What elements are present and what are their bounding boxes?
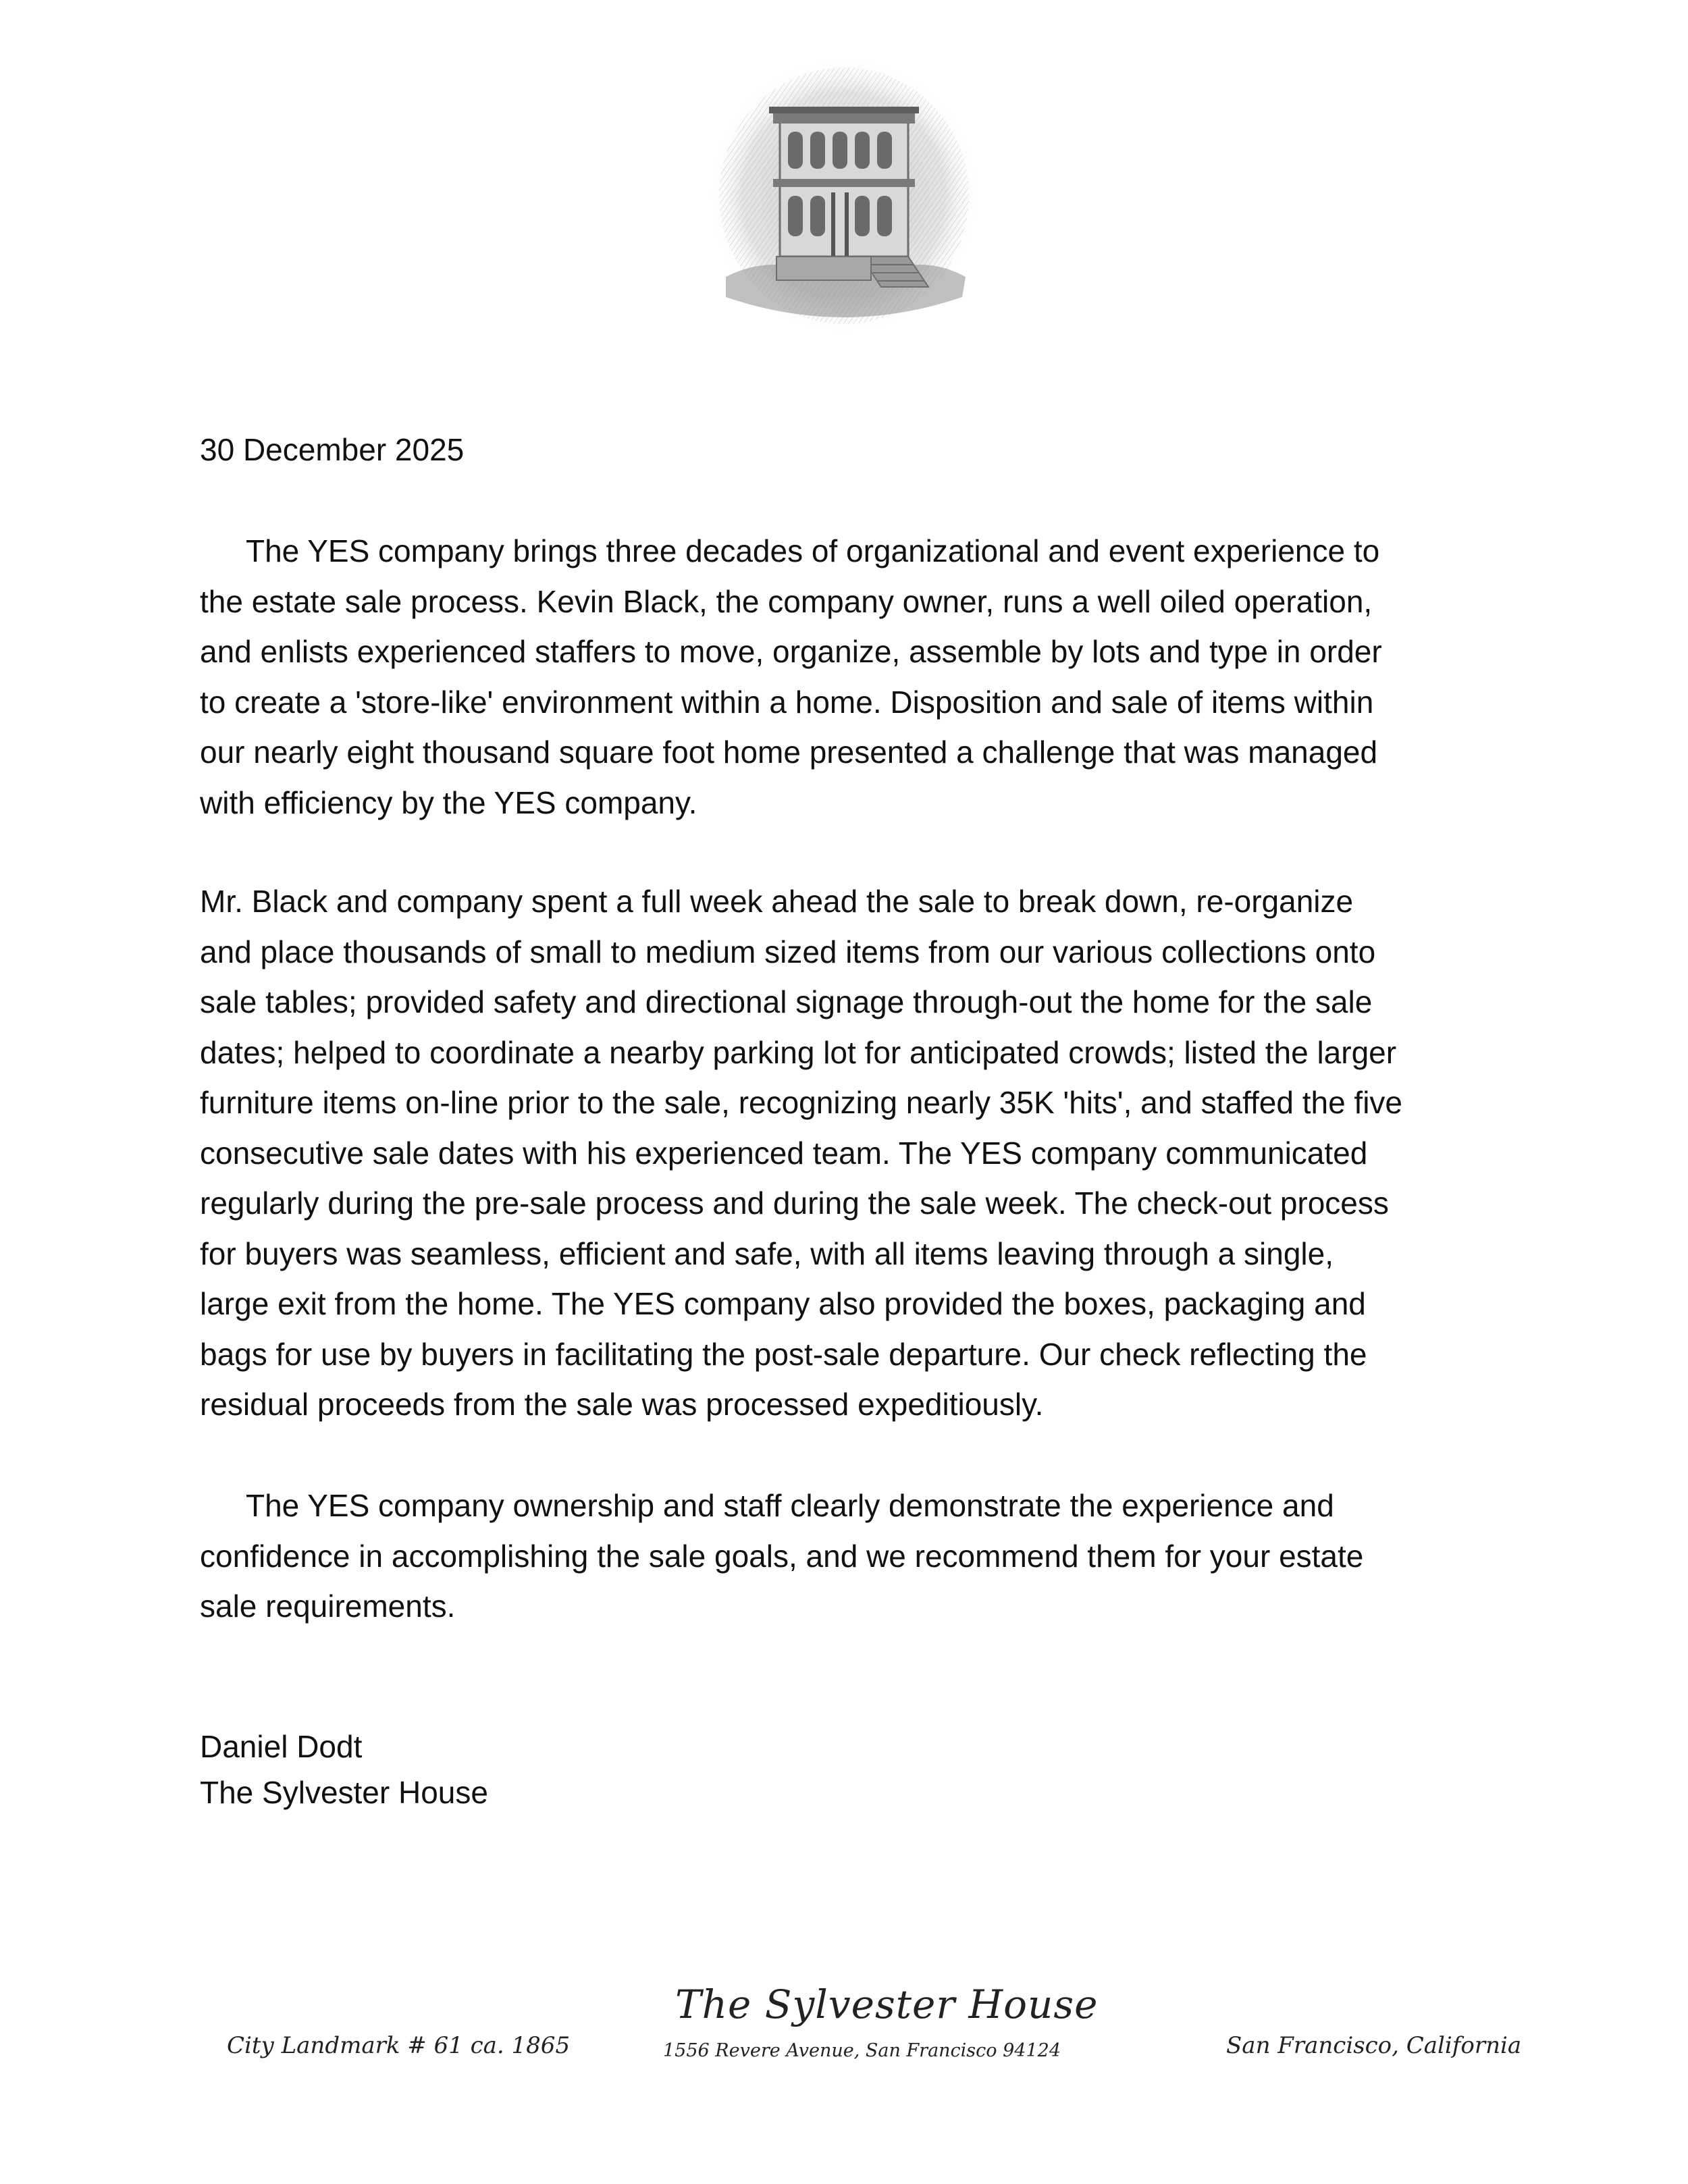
- footer-landmark: City Landmark # 61 ca. 1865: [227, 2032, 571, 2059]
- footer-title: The Sylvester House: [675, 1981, 1099, 2027]
- paragraph-recommendation: [200, 1481, 1503, 1632]
- signature-block: [200, 1724, 488, 1815]
- text-line: our nearly eight thousand square foot home presented a challenge that was managed: [200, 735, 1378, 770]
- house-engraving-icon: [706, 54, 982, 338]
- signer-name: Daniel Dodt: [200, 1729, 363, 1764]
- text-line: with efficiency by the YES company.: [200, 784, 697, 820]
- text-line: dates; helped to coordinate a nearby parking lot for anticipated crowds; listed the larger: [200, 1034, 1397, 1070]
- text-line: to create a 'store-like' environment within a home. Disposition and sale of items within: [200, 684, 1374, 720]
- text-line: and place thousands of small to medium sized items from our various collections onto: [200, 934, 1376, 969]
- text-line: regularly during the pre-sale process and during the sale week. The check-out process: [200, 1186, 1389, 1221]
- signer-organization: The Sylvester House: [200, 1775, 488, 1810]
- text-line: confidence in accomplishing the sale goals, and we recommend them for your estate: [200, 1538, 1364, 1574]
- text-line: The YES company brings three decades of organizational and event experience to: [246, 533, 1380, 568]
- text-line: the estate sale process. Kevin Black, the company owner, runs a well oiled operation,: [200, 583, 1373, 619]
- paragraph-introduction: [200, 526, 1503, 828]
- footer-location: San Francisco, California: [1226, 2032, 1522, 2059]
- text-line: large exit from the home. The YES company also provided the boxes, packaging and: [200, 1286, 1366, 1321]
- paragraph-services: [200, 876, 1503, 1430]
- text-line: residual proceeds from the sale was processed expeditiously.: [200, 1387, 1044, 1422]
- letter-date: 30 December 2025: [200, 432, 465, 467]
- text-line: sale requirements.: [200, 1589, 456, 1624]
- text-line: sale tables; provided safety and directional signage through-out the home for the sale: [200, 984, 1373, 1019]
- footer-address: 1556 Revere Avenue, San Francisco 94124: [663, 2040, 1061, 2061]
- text-line: for buyers was seamless, efficient and safe, with all items leaving through a single,: [200, 1235, 1334, 1271]
- text-line: and enlists experienced staffers to move, organize, assemble by lots and type in order: [200, 634, 1382, 669]
- letterhead-house-engraving: [706, 54, 982, 338]
- text-line: bags for use by buyers in facilitating the post-sale departure. Our check reflecting the: [200, 1336, 1367, 1372]
- text-line: consecutive sale dates with his experienced team. The YES company communicated: [200, 1135, 1368, 1171]
- text-line: furniture items on-line prior to the sale, recognizing nearly 35K 'hits', and staffed the five: [200, 1085, 1403, 1120]
- text-line: The YES company ownership and staff clearly demonstrate the experience and: [246, 1488, 1334, 1523]
- text-line: Mr. Black and company spent a full week ahead the sale to break down, re-organize: [200, 884, 1354, 919]
